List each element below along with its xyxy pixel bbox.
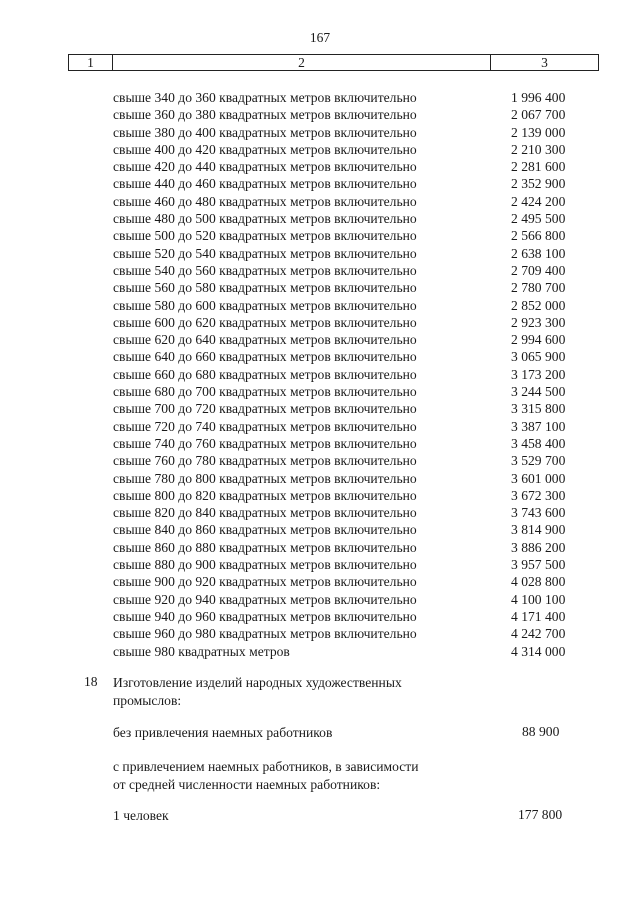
table-row [0, 314, 640, 331]
with-hired-line2: от средней численности наемных работников: [113, 776, 381, 792]
row-description: свыше 640 до 660 квадратных метров включительно [113, 349, 417, 365]
row-description: свыше 720 до 740 квадратных метров включительно [113, 418, 417, 434]
row-description: свыше 440 до 460 квадратных метров включительно [113, 176, 417, 192]
table-row [0, 106, 640, 123]
row-amount: 3 458 400 [511, 435, 566, 451]
row-description: свыше 380 до 400 квадратных метров включительно [113, 124, 417, 140]
row-amount: 2 638 100 [511, 245, 566, 261]
row-description: свыше 360 до 380 квадратных метров включительно [113, 107, 417, 123]
table-row [0, 470, 640, 487]
row-description: свыше 940 до 960 квадратных метров включительно [113, 608, 417, 624]
table-row [0, 279, 640, 296]
table-row [0, 573, 640, 590]
row-description: свыше 580 до 600 квадратных метров включительно [113, 297, 417, 313]
table-row [0, 452, 640, 469]
row-amount: 2 210 300 [511, 141, 566, 157]
row-amount: 3 743 600 [511, 505, 566, 521]
header-col-2: 2 [113, 55, 491, 70]
row-description: свыше 540 до 560 квадратных метров включительно [113, 262, 417, 278]
table-row [0, 539, 640, 556]
row-description: свыше 880 до 900 квадратных метров включительно [113, 557, 417, 573]
row-description: свыше 700 до 720 квадратных метров включительно [113, 401, 417, 417]
row-description: свыше 500 до 520 квадратных метров включительно [113, 228, 417, 244]
table-row [0, 262, 640, 279]
table-row [0, 591, 640, 608]
table-row [0, 487, 640, 504]
row-amount: 4 314 000 [511, 643, 566, 659]
table-header [68, 54, 599, 71]
row-description: свыше 760 до 780 квадратных метров включительно [113, 453, 417, 469]
table-row [0, 141, 640, 158]
table-row [0, 383, 640, 400]
row-amount: 2 852 000 [511, 297, 566, 313]
row-description: свыше 340 до 360 квадратных метров включительно [113, 90, 417, 105]
row-amount: 4 100 100 [511, 591, 566, 607]
table-row [0, 210, 640, 227]
table-row [0, 435, 640, 452]
rate-table-rows [0, 89, 640, 660]
row-amount: 3 244 500 [511, 384, 566, 400]
section-number: 18 [84, 674, 98, 689]
row-amount: 2 139 000 [511, 124, 566, 140]
row-amount: 2 780 700 [511, 280, 566, 296]
one-person-text: 1 человек [113, 808, 169, 823]
row-description: свыше 860 до 880 квадратных метров включительно [113, 539, 417, 555]
no-hired-text: без привлечения наемных работников [113, 725, 333, 740]
with-hired-line1: с привлечением наемных работников, в зависимости [113, 759, 419, 774]
table-row [0, 504, 640, 521]
header-col-3: 3 [541, 55, 548, 70]
table-row [0, 643, 640, 660]
row-description: свыше 660 до 680 квадратных метров включительно [113, 366, 417, 382]
row-description: свыше 920 до 940 квадратных метров включительно [113, 591, 417, 607]
row-amount: 3 065 900 [511, 349, 566, 365]
row-description: свыше 840 до 860 квадратных метров включительно [113, 522, 417, 538]
no-hired-value: 88 900 [522, 724, 560, 739]
table-row [0, 175, 640, 192]
table-row [0, 158, 640, 175]
row-amount: 2 067 700 [511, 107, 566, 123]
row-description: свыше 960 до 980 квадратных метров включительно [113, 626, 417, 642]
one-person-value: 177 800 [518, 807, 563, 822]
row-description: свыше 780 до 800 квадратных метров включительно [113, 470, 417, 486]
row-amount: 3 672 300 [511, 487, 566, 503]
header-col-1: 1 [69, 55, 113, 70]
row-amount: 3 387 100 [511, 418, 566, 434]
section-title-line1: Изготовление изделий народных художественных [113, 675, 402, 690]
row-amount: 3 601 000 [511, 470, 566, 486]
table-row [0, 297, 640, 314]
row-description: свыше 560 до 580 квадратных метров включительно [113, 280, 417, 296]
row-amount: 3 529 700 [511, 453, 566, 469]
row-description: свыше 980 квадратных метров [113, 643, 290, 659]
table-row [0, 625, 640, 642]
row-description: свыше 520 до 540 квадратных метров включительно [113, 245, 417, 261]
row-description: свыше 400 до 420 квадратных метров включительно [113, 141, 417, 157]
section-title-line2: промыслов: [113, 692, 182, 708]
row-description: свыше 480 до 500 квадратных метров включительно [113, 211, 417, 227]
row-description: свыше 460 до 480 квадратных метров включительно [113, 193, 417, 209]
table-row [0, 331, 640, 348]
row-amount: 3 173 200 [511, 366, 566, 382]
row-amount: 3 814 900 [511, 522, 566, 538]
row-amount: 2 923 300 [511, 314, 566, 330]
page-number: 167 [309, 30, 331, 45]
table-row [0, 124, 640, 141]
row-amount: 2 709 400 [511, 262, 566, 278]
table-row [0, 193, 640, 210]
row-amount: 4 028 800 [511, 574, 566, 590]
table-row [0, 400, 640, 417]
table-row [0, 366, 640, 383]
row-amount: 1 996 400 [511, 90, 566, 105]
row-amount: 4 242 700 [511, 626, 566, 642]
table-row [0, 227, 640, 244]
row-description: свыше 800 до 820 квадратных метров включительно [113, 487, 417, 503]
row-amount: 3 957 500 [511, 557, 566, 573]
row-amount: 2 495 500 [511, 211, 566, 227]
table-row [0, 608, 640, 625]
table-row [0, 418, 640, 435]
row-description: свыше 740 до 760 квадратных метров включительно [113, 435, 417, 451]
row-description: свыше 620 до 640 квадратных метров включительно [113, 332, 417, 348]
row-amount: 2 424 200 [511, 193, 566, 209]
row-amount: 2 281 600 [511, 159, 566, 175]
row-amount: 2 994 600 [511, 332, 566, 348]
table-row [0, 245, 640, 262]
table-row [0, 348, 640, 365]
row-description: свыше 900 до 920 квадратных метров включительно [113, 574, 417, 590]
row-amount: 3 315 800 [511, 401, 566, 417]
row-amount: 2 566 800 [511, 228, 566, 244]
row-amount: 3 886 200 [511, 539, 566, 555]
row-description: свыше 600 до 620 квадратных метров включительно [113, 314, 417, 330]
table-row [0, 89, 640, 106]
row-description: свыше 820 до 840 квадратных метров включительно [113, 505, 417, 521]
row-amount: 2 352 900 [511, 176, 566, 192]
table-row [0, 556, 640, 573]
row-description: свыше 420 до 440 квадратных метров включительно [113, 159, 417, 175]
table-row [0, 521, 640, 538]
row-description: свыше 680 до 700 квадратных метров включительно [113, 384, 417, 400]
row-amount: 4 171 400 [511, 608, 566, 624]
